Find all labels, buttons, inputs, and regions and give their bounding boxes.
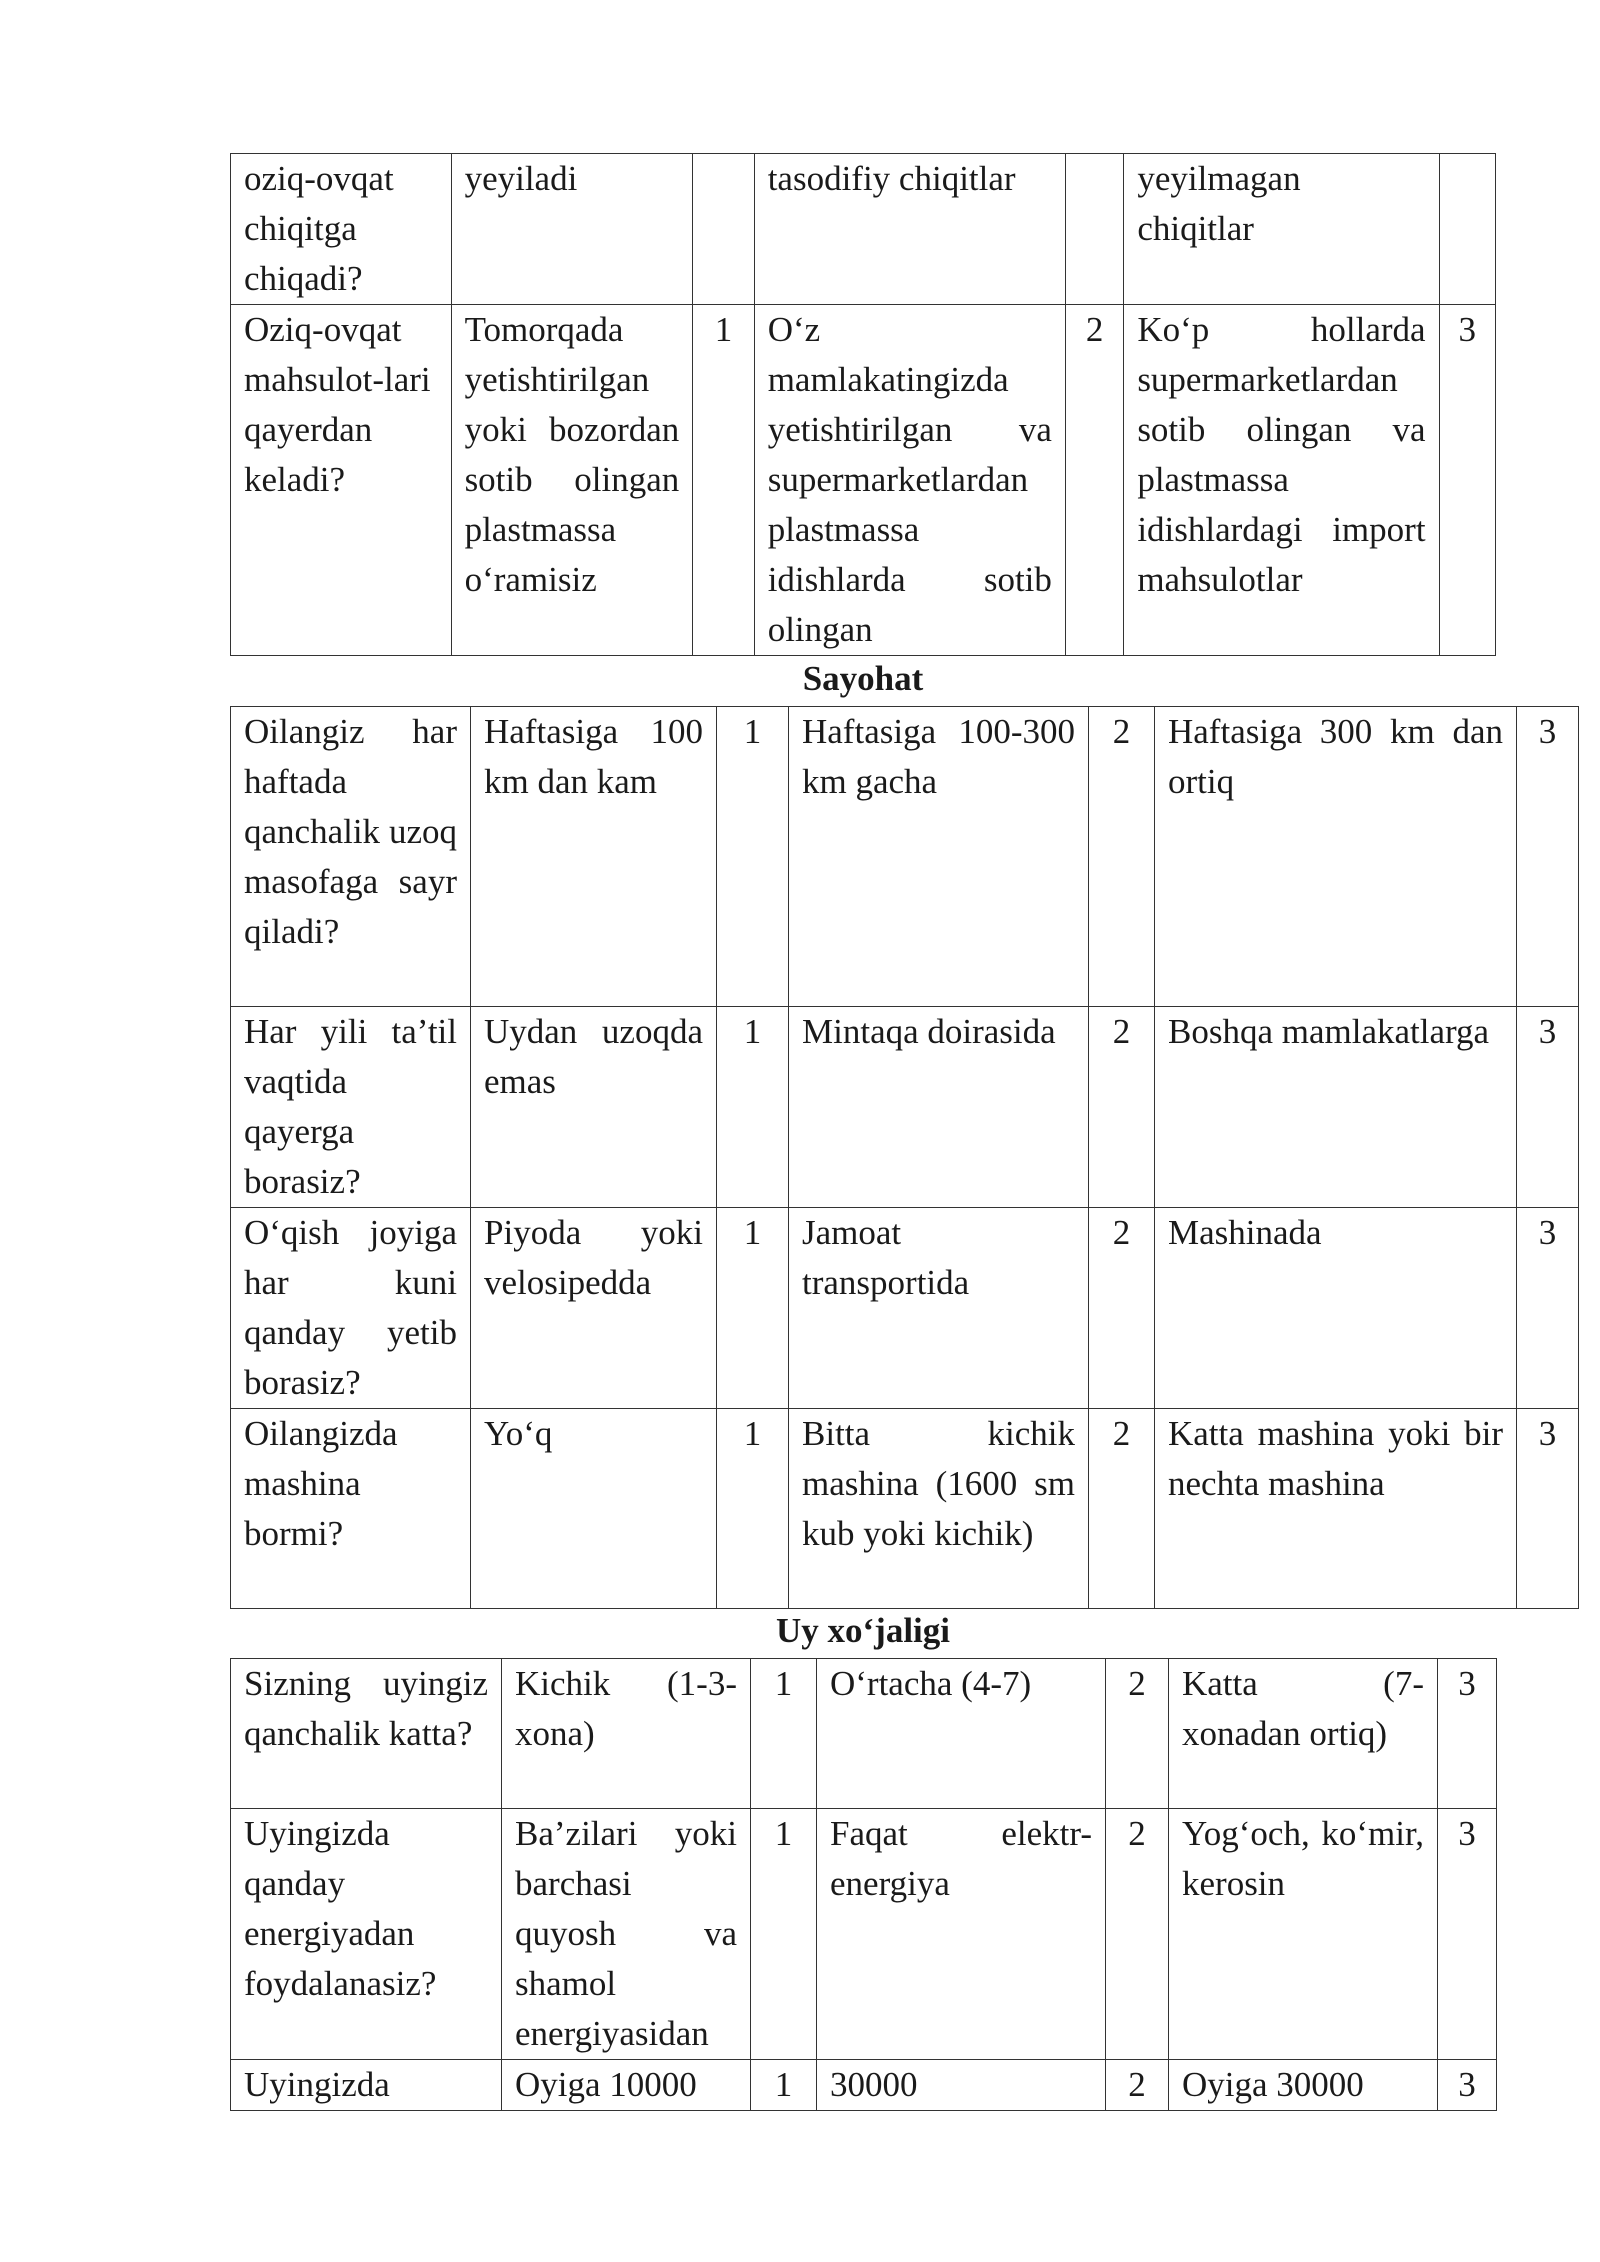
score-cell: 1 [717, 1208, 789, 1409]
table-row [231, 154, 1496, 305]
question-cell: Uyingizda [231, 2060, 502, 2111]
score-cell: 3 [1438, 2060, 1497, 2111]
answer-cell: O‘z mamlakatingizda yetishtirilgan va supermarketlardan plastmassa idishlarda sotib olingan [754, 305, 1065, 656]
section-title-travel: Sayohat [802, 659, 924, 698]
score-cell [693, 154, 754, 305]
score-cell: 1 [717, 1409, 789, 1609]
score-cell: 2 [1089, 707, 1155, 1007]
score-cell: 1 [717, 707, 789, 1007]
answer-cell: yeyilmagan chiqitlar [1124, 154, 1439, 305]
score-cell: 1 [717, 1007, 789, 1208]
table-row [231, 305, 1496, 656]
score-cell: 2 [1089, 1208, 1155, 1409]
answer-cell: Kichik (1-3-xona) [502, 1659, 751, 1809]
section-title-household: Uy xo‘jaligi [775, 1611, 950, 1650]
score-cell: 3 [1517, 707, 1579, 1007]
answer-cell: Yog‘och, ko‘mir, kerosin [1169, 1809, 1438, 2060]
answer-cell: Uydan uzoqda emas [471, 1007, 717, 1208]
answer-cell: Katta mashina yoki bir nechta mashina [1155, 1409, 1517, 1609]
question-cell: Oilangizda mashina bormi? [231, 1409, 471, 1609]
answer-cell: Katta (7-xonadan ortiq) [1169, 1659, 1438, 1809]
answer-cell: Mintaqa doirasida [789, 1007, 1089, 1208]
answer-cell: Haftasiga 300 km dan ortiq [1155, 707, 1517, 1007]
answer-cell: Mashinada [1155, 1208, 1517, 1409]
score-cell: 2 [1106, 1659, 1169, 1809]
score-cell: 2 [1089, 1409, 1155, 1609]
score-cell: 3 [1438, 1659, 1497, 1809]
answer-cell: Bitta kichik mashina (1600 sm kub yoki kichik) [789, 1409, 1089, 1609]
score-cell: 3 [1438, 1809, 1497, 2060]
question-cell: Uyingizda qanday energiyadan foydalanasiz? [231, 1809, 502, 2060]
answer-cell: Jamoat transportida [789, 1208, 1089, 1409]
food-table [230, 153, 1496, 656]
score-cell: 1 [693, 305, 754, 656]
answer-cell: Haftasiga 100-300 km gacha [789, 707, 1089, 1007]
question-cell: O‘qish joyiga har kuni qanday yetib borasiz? [231, 1208, 471, 1409]
table-row [231, 707, 1579, 1007]
table-row [231, 2060, 1497, 2111]
table-row [231, 1809, 1497, 2060]
score-cell: 1 [751, 1659, 817, 1809]
score-cell: 2 [1106, 1809, 1169, 2060]
question-cell: oziq-ovqat chiqitga chiqadi? [231, 154, 452, 305]
answer-cell: Boshqa mamlakatlarga [1155, 1007, 1517, 1208]
answer-cell: tasodifiy chiqitlar [754, 154, 1065, 305]
answer-cell: Oyiga 30000 [1169, 2060, 1438, 2111]
travel-table [230, 706, 1579, 1609]
score-cell: 2 [1065, 305, 1123, 656]
answer-cell: yeyiladi [451, 154, 693, 305]
answer-cell: Yo‘q [471, 1409, 717, 1609]
answer-cell: O‘rtacha (4-7) [817, 1659, 1106, 1809]
question-cell: Sizning uyingiz qanchalik katta? [231, 1659, 502, 1809]
score-cell: 2 [1089, 1007, 1155, 1208]
answer-cell: Oyiga 10000 [502, 2060, 751, 2111]
score-cell: 3 [1517, 1208, 1579, 1409]
table-row [231, 1007, 1579, 1208]
table-row [231, 1208, 1579, 1409]
score-cell [1439, 154, 1495, 305]
question-cell: Oilangiz har haftada qanchalik uzoq masofaga sayr qiladi? [231, 707, 471, 1007]
score-cell [1065, 154, 1123, 305]
answer-cell: Ko‘p hollarda supermarketlardan sotib olingan va plastmassa idishlardagi import mahsulotlar [1124, 305, 1439, 656]
answer-cell: Piyoda yoki velosipedda [471, 1208, 717, 1409]
table-row [231, 1409, 1579, 1609]
table-row [231, 1659, 1497, 1809]
score-cell: 3 [1517, 1409, 1579, 1609]
score-cell: 2 [1106, 2060, 1169, 2111]
household-table [230, 1658, 1497, 2111]
score-cell: 3 [1517, 1007, 1579, 1208]
score-cell: 3 [1439, 305, 1495, 656]
answer-cell: Haftasiga 100 km dan kam [471, 707, 717, 1007]
score-cell: 1 [751, 1809, 817, 2060]
answer-cell: Ba’zilari yoki barchasi quyosh va shamol energiyasidan [502, 1809, 751, 2060]
answer-cell: Faqat elektr-energiya [817, 1809, 1106, 2060]
answer-cell: Tomorqada yetishtirilgan yoki bozordan sotib olingan plastmassa o‘ramisiz [451, 305, 693, 656]
question-cell: Har yili ta’til vaqtida qayerga borasiz? [231, 1007, 471, 1208]
score-cell: 1 [751, 2060, 817, 2111]
question-cell: Oziq-ovqat mahsulot-lari qayerdan keladi? [231, 305, 452, 656]
answer-cell: 30000 [817, 2060, 1106, 2111]
